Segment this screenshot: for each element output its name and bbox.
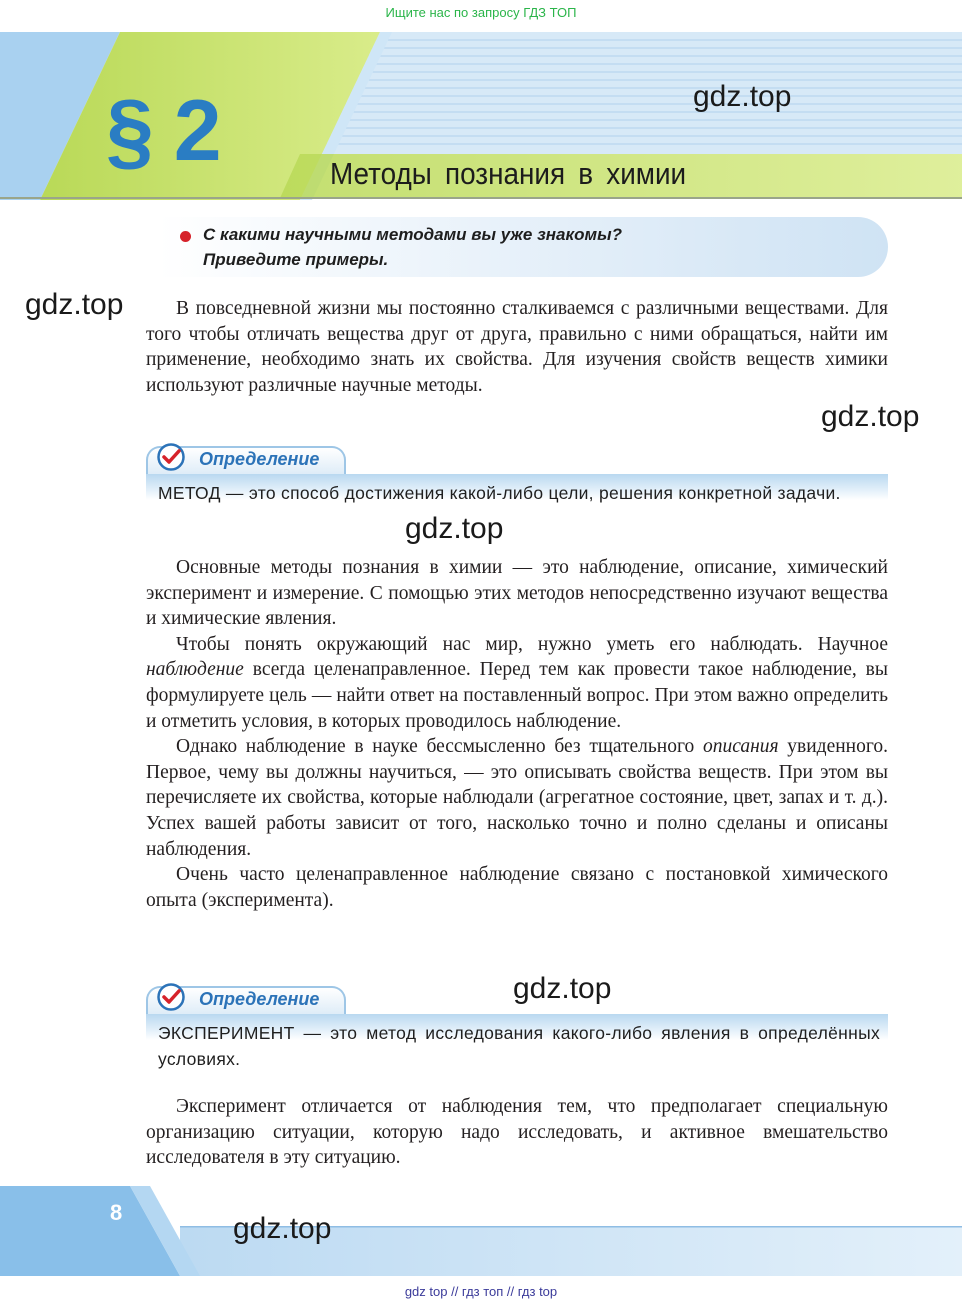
intro-paragraph: В повседневной жизни мы постоянно сталкиваемся с различными веществами. Для того чтобы отличать вещества друг от друга, правильно с ними обращаться, найти им применение, необходимо знать их свойства. Для изучения свойств веществ химики используют различные научные методы. [146, 298, 888, 396]
section-title: Методы познания в химии [330, 156, 687, 191]
definition-label: Определение [199, 989, 320, 1009]
definition-label: Определение [199, 449, 320, 469]
watermark: gdz.top [405, 512, 504, 545]
paragraph-4: Очень часто целенаправленное наблюдение связано с постановкой химического опыта (эксперимента). [146, 864, 888, 911]
page-number: 8 [110, 1200, 123, 1225]
question-line-1: С какими научными методами вы уже знакомы? [203, 225, 622, 244]
definition-text: МЕТОД — это способ достижения какой-либо цели, решения конкретной задачи. [158, 483, 841, 503]
watermark: gdz.top [513, 972, 612, 1005]
paragraph-1: Основные методы познания в химии — это наблюдение, описание, химический эксперимент и измерение. С помощью этих методов непосредственно изучают вещества и химические явления. [146, 557, 888, 630]
definition-term: ЭКСПЕРИМЕНТ [158, 1023, 295, 1043]
watermark: gdz.top [25, 288, 124, 321]
question-line-2: Приведите примеры. [203, 250, 389, 269]
checkmark-icon [156, 442, 186, 472]
bullet-icon [180, 231, 191, 242]
watermark: gdz.top [693, 80, 792, 113]
watermark: gdz.top [821, 400, 920, 433]
closing-paragraph: Эксперимент отличается от наблюдения тем, что предполагает специальную организацию ситуации, которую надо исследовать, и активное вмешательство исследователя в эту ситуацию. [146, 1096, 888, 1169]
watermark: gdz.top [233, 1212, 332, 1245]
footer-graphic [0, 1186, 962, 1278]
paragraph-2: Чтобы понять окружающий нас мир, нужно уметь его наблюдать. Научное наблюдение всегда целенаправленное. Перед тем как провести такое наблюдение, вы формулируете цель — найти ответ на поставленный вопрос. При этом важно определить и отметить условия, в которых проводилось наблюдение. [146, 633, 888, 732]
question-text [203, 222, 622, 272]
definition-text: ЭКСПЕРИМЕНТ — это метод исследования какого-либо явления в определённых условиях. [158, 1023, 880, 1069]
body-paragraphs [146, 555, 888, 913]
paragraph-3: Однако наблюдение в науке бессмысленно без тщательного описания увиденного. Первое, чему вы должны научиться, — это описывать свойства веществ. При этом вы перечисляете их свойства, которые наблюдали (агрегатное состояние, цвет, запах и т. д.). Успех вашей работы зависит от того, насколько точно и полно сделаны и описаны наблюдения. [146, 736, 888, 860]
bottom-links[interactable]: gdz top // гдз топ // гдз top [404, 1284, 558, 1299]
definition-term: МЕТОД [158, 483, 221, 503]
section-number: § 2 [106, 83, 220, 179]
top-banner[interactable]: Ищите нас по запросу ГДЗ ТОП [385, 5, 577, 20]
checkmark-icon [156, 982, 186, 1012]
